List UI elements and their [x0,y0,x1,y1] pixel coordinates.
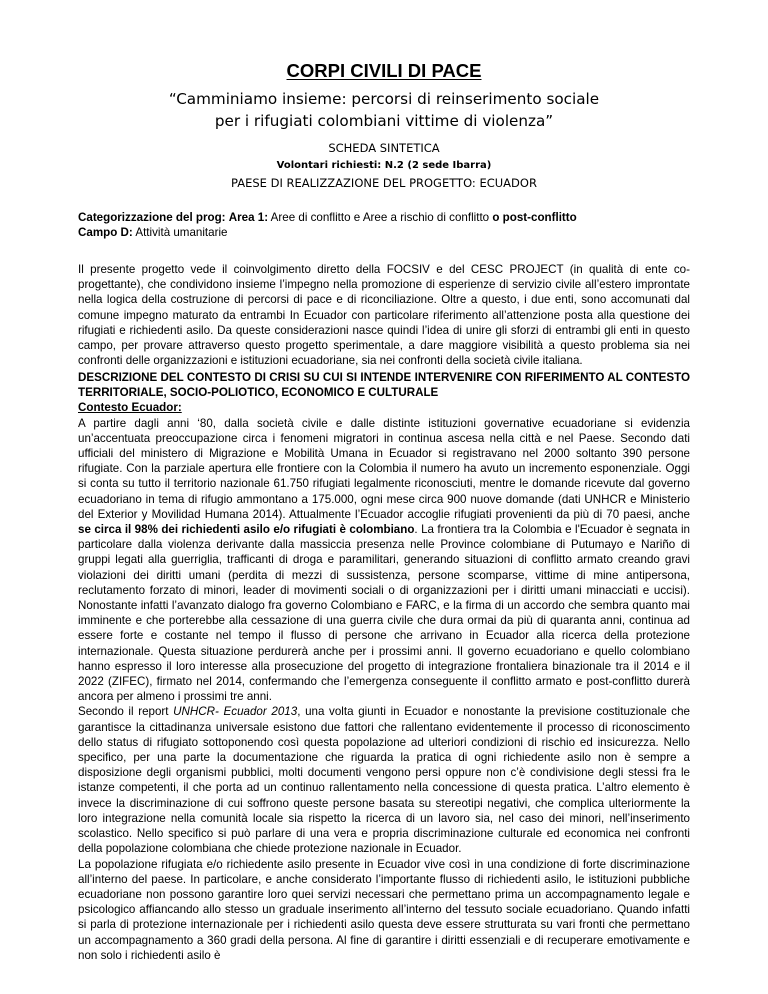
p1-text-b: . La frontiera tra la Colombia e l'Ecuador è segnata in particolare dalla violenza derivante dalla massiccia presenza nelle Province colombiane di Putumayo e Nariño di gruppi legati alla guerriglia, trafficanti di droga e paramilitari, generando situazioni di conflitto armato creando gravi violazioni dei diritti umani (perdita di mezzi di sussistenza, persone scomparse, vittime di mine antipersona, reclutamento forzato di minori, leader di movimenti sociali o di organizzazioni per i diritti umani minacciati e uccisi). Nonostante infatti l’avanzato dialogo fra governo Colombiano e FARC, e la firma di un accordo che sembra quanto mai imminente e che porterebbe alla cessazione di una guerra civile che dura ormai da più di quaranta anni, continua ad essere forte e costante nel tempo il flusso di persone che arrivano in Ecuador alla ricerca della protezione internazionale. Questa situazione perdurerà anche per i prossimi anni. Il governo ecuadoriano e quello colombiano hanno espresso il loro interesse alla prosecuzione del progetto di integrazione frontaliera binazionale tra il 2014 e il 2022 (ZIFEC), firmato nel 2014, confermando che l’emergenza conseguente il conflitto armato e post-conflitto durerà ancora per almeno i prossimi tre anni. [78,523,690,704]
scheda-label: SCHEDA SINTETICA [328,141,440,155]
categorization-line [78,210,690,225]
paragraph-1 [78,416,690,705]
subtitle-line-2: per i rifugiati colombiani vittime di violenza” [214,112,554,130]
campo-label: Campo D: [78,226,133,240]
p2-italic-text: UNHCR- Ecuador 2013 [173,705,298,719]
area-text: Aree di conflitto e Aree a rischio di conflitto [270,211,490,224]
categorization-block [78,210,690,240]
p2-text-a: Secondo il report [78,705,174,719]
paragraph-3: La popolazione rifugiata e/o richiedente asilo presente in Ecuador vive così in una condizione di forte discriminazione all’interno del paese. In particolare, e anche considerato l’importante flusso di richiedenti asilo, le istituzioni pubbliche ecuadoriane non possono garantire loro quei servizi necessari che permettano prima un accompagnamento legale e psicologico affiancando allo stesso un graduale inserimento all’interno del tessuto sociale ecuadoriano. Quando infatti si parla di protezione internazionale per i richiedenti asilo questa deve essere strutturata su vari fronti che permettano un accompagnamento a 360 gradi della persona. Al fine di garantire i diritti essenziali e di recuperare emotivamente e non solo i richiedenti asilo è [78,857,690,962]
subtitle-line-1: “Camminiamo insieme: percorsi di reinserimento sociale [168,90,600,108]
intro-block [78,262,690,368]
volontari-label: Volontari richiesti: N.2 (2 sede Ibarra) [276,160,492,171]
post-conflitto-text: o post-conflitto [492,211,577,224]
paese-label: PAESE DI REALIZZAZIONE DEL PROGETTO: ECUADOR [231,176,537,190]
p1-bold-text: se circa il 98% dei richiedenti asilo e/o rifugiati è colombiano [78,523,415,537]
campo-text: Attività umanitarie [135,226,228,240]
area-label: Area 1: [228,211,269,224]
project-subtitle [78,88,690,132]
p2-text-b: , una volta giunti in Ecuador e nonostante la previsione costituzionale che garantisce la cittadinanza universale esistono due fattori che rallentano evidentemente il processo di riconoscimento dello status di rifugiato sottoponendo così questa popolazione ad ulteriori condizioni di rischio ed insicurezza. Nello specifico, per una parte la documentazione che riguarda la pratica di ogni richiedente asilo non è sempre a disposizione degli organismi pubblici, molti documenti vengono persi oppure non c’è condivisione degli stessi fra le istanze competenti, il che porta ad un continuo rallentamento nella concessione di questa pratica. L’altro elemento è invece la discriminazione di cui soffrono queste persone basata su stereotipi negativi, che complica ulteriormente la loro integrazione nella comunità locale sia rispetto la ricerca di un lavoro sia, nel caso dei minori, nell’inserimento scolastico. Nello specifico si può parlare di una vera e propria discriminazione culturale ed economica nei confronti della popolazione colombiana che chiede protezione nazionale in Ecuador. [78,705,690,856]
intro-paragraph: Il presente progetto vede il coinvolgimento diretto della FOCSIV e del CESC PROJECT (in qualità di ente co-progettante), che condividono insieme l’impegno nella promozione di esperienze di servizio civile all’estero improntate nella logica della costruzione di percorsi di pace e di riconciliazione. Oltre a questo, i due enti, sono accomunati dal comune impegno maturato da entrambi In Ecuador con particolare riferimento all’attenzione posta alla questione dei rifugiati e richiedenti asilo. Da queste considerazioni nasce quindi l’idea di unire gli sforzi di entrambi gli enti in questo campo, per provare attraverso questo progetto sperimentale, a dare maggiore visibilità a questo problema sia nei confronti delle organizzazioni e istituzioni ecuadoriane, sia nei confronti della società civile italiana. [78,263,690,368]
context-section [78,370,690,963]
section-heading: DESCRIZIONE DEL CONTESTO DI CRISI SU CUI SI INTENDE INTERVENIRE CON RIFERIMENTO AL CONTESTO TERRITORIALE, SOCIO-POLIOTICO, ECONOMICO E CULTURALE [78,371,690,400]
campo-line [78,225,690,240]
cat-label: Categorizzazione del prog: [78,211,226,224]
paragraph-2 [78,704,690,856]
p1-text-a: A partire dagli anni ‘80, dalla società civile e dalle distinte istituzioni governative ecuadoriane si evidenzia un’accentuata preoccupazione circa i fenomeni migratori in continua ascesa nella città e nel Paese. Secondo dati ufficiali del ministero di Migrazione e Mobilità Umana in Ecuador si registravano nel 2000 soltanto 390 persone rifugiate. Con la parziale apertura elle frontiere con la Colombia il numero ha avuto un incremento esponenziale. Oggi si conta su tutto il territorio nazionale 61.750 rifugiati legalmente riconosciuti, mentre le domande ricevute dal governo ecuadoriano in tema di rifugio ammontano a 175.000, ogni mese circa 900 nuove domande (dati UNHCR e Ministerio del Exterior y Movilidad Humana 2014). Attualmente l’Ecuador accoglie rifugiati provenienti da più di 70 paesi, anche [78,416,690,521]
document-title: CORPI CIVILI DI PACE [286,60,482,81]
section-subheading: Contesto Ecuador: [78,401,182,415]
